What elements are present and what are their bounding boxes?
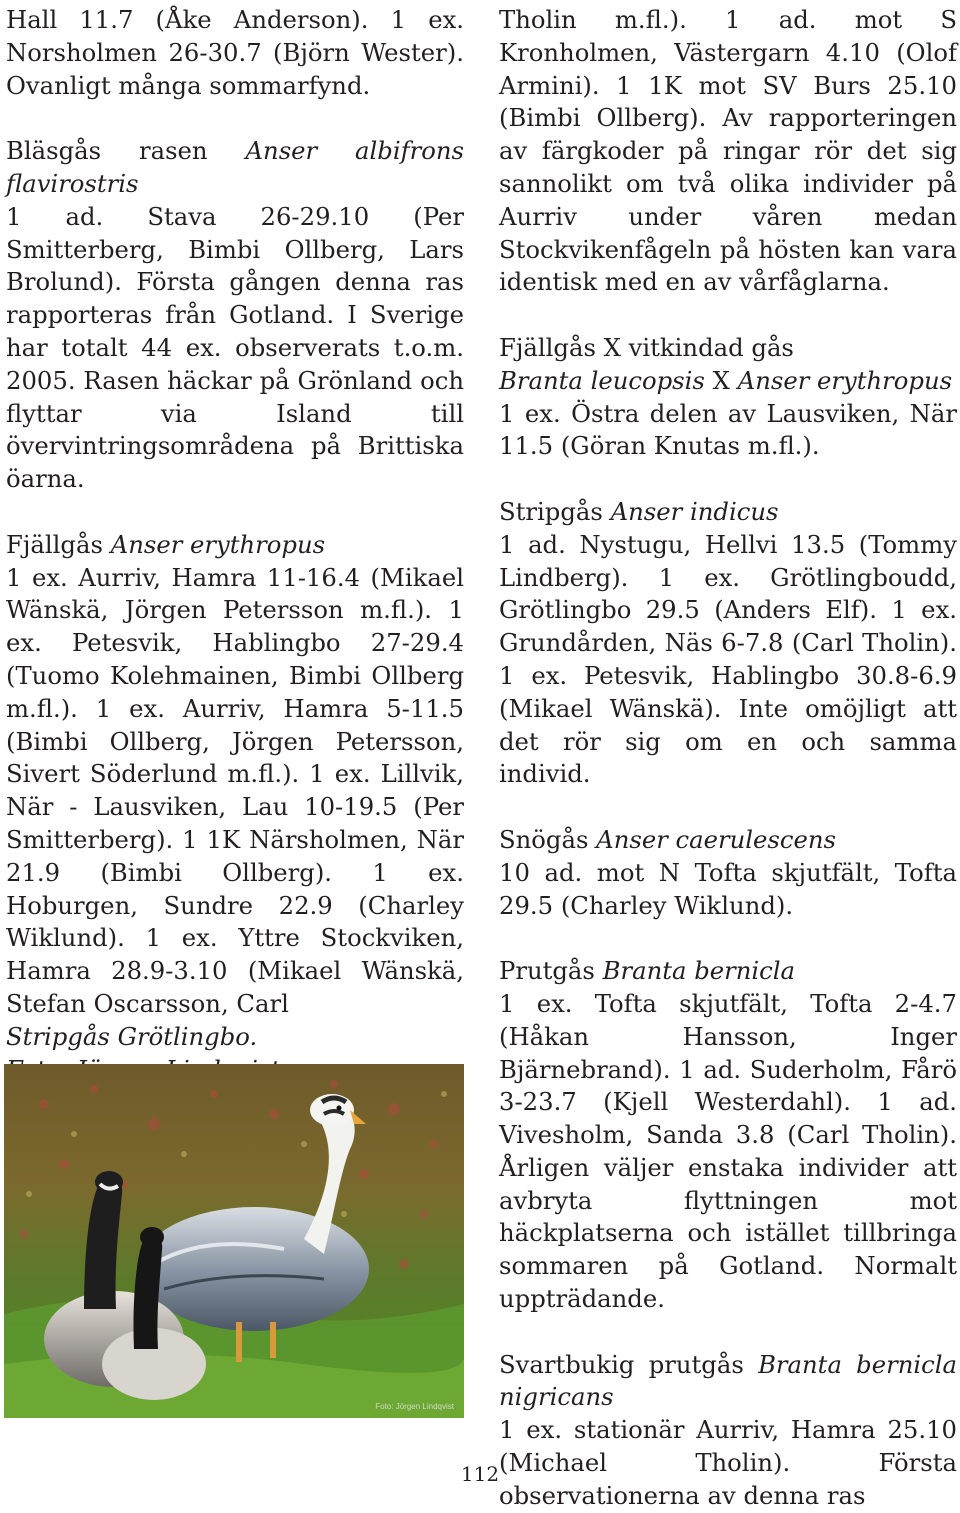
species-heading-blasgas	[6, 135, 464, 201]
intro-paragraph: Hall 11.7 (Åke Anderson). 1 ex. Norsholmen 26-30.7 (Björn Wester). Ovanligt många sommarfynd.	[6, 5, 464, 100]
species-name: Fjällgås X vitkindad gås	[499, 332, 794, 362]
species-text-prutgas: 1 ex. Tofta skjutfält, Tofta 2-4.7 (Håkan Hansson, Inger Bjärnebrand). 1 ad. Suderholm, Fårö 3-23.7 (Kjell Westerdahl). 1 ad. Vivesholm, Sanda 3.8 (Carl Tholin). Årligen väljer enstaka individer att avbryta flyttningen mot häckplatserna och istället tillbringa sommaren på Gotland. Normalt uppträdande.	[499, 988, 957, 1314]
right-column	[499, 4, 957, 1513]
species-heading-svartbukig	[499, 1349, 957, 1415]
species-text-stripgas: 1 ad. Nystugu, Hellvi 13.5 (Tommy Lindberg). 1 ex. Grötlingboudd, Grötlingbo 29.5 (Anders Elf). 1 ex. Grundården, Näs 6-7.8 (Carl Tholin). 1 ex. Petesvik, Hablingbo 30.8-6.9 (Mikael Wänskä). Inte omöjligt att det rör sig om en och samma individ.	[499, 529, 957, 789]
page-number: 112	[460, 1462, 500, 1486]
species-heading-fjallgas	[6, 529, 464, 562]
species-latin: Anser erythropus	[110, 529, 326, 559]
species-name: Svartbukig prutgås	[499, 1349, 744, 1379]
left-column	[6, 4, 464, 1086]
species-text-blasgas: 1 ad. Stava 26-29.10 (Per Smitterberg, Bimbi Ollberg, Lars Brolund). Första gången denna ras rapporteras från Gotland. I Sverige har totalt 44 ex. observerats t.o.m. 2005. Rasen häckar på Grönland och flyttar via Island till övervintringsområdena på Brittiska öarna.	[6, 201, 464, 494]
photo-bar-headed-goose	[4, 1064, 464, 1418]
species-latin-hybrid	[499, 365, 957, 398]
species-text-svartbukig: 1 ex. stationär Aurriv, Hamra 25.10 (Michael Tholin). Första observationerna av denna ras	[499, 1415, 957, 1510]
species-name: Snögås	[499, 824, 589, 854]
photo-caption-title: Stripgås Grötlingbo.	[6, 1021, 258, 1051]
species-heading-hybrid	[499, 332, 957, 365]
species-name: Fjällgås	[6, 529, 103, 559]
species-name: Prutgås	[499, 956, 595, 986]
species-latin-b: Anser erythropus	[737, 365, 953, 395]
species-name: Bläsgås rasen	[6, 136, 208, 166]
species-latin: Branta bernicla nigricans	[499, 1349, 958, 1412]
continued-paragraph: Tholin m.fl.). 1 ad. mot S Kronholmen, Västergarn 4.10 (Olof Armini). 1 1K mot SV Burs 25.10 (Bimbi Ollberg). Av rapporteringen av färgkoder på ringar rör det sig sannolikt om två olika individer på Aurriv under våren medan Stockvikenfågeln på hösten kan vara identisk med en av vårfåglarna.	[499, 5, 957, 297]
species-latin: Anser indicus	[610, 496, 779, 526]
species-heading-prutgas	[499, 955, 957, 988]
photo-watermark: Foto: Jörgen Lindqvist	[375, 1402, 454, 1411]
hybrid-cross: X	[712, 365, 730, 395]
species-text-fjallgas: 1 ex. Aurriv, Hamra 11-16.4 (Mikael Wänskä, Jörgen Petersson m.fl.). 1 ex. Petesvik, Hablingbo 27-29.4 (Tuomo Kolehmainen, Bimbi Ollberg m.fl.). 1 ex. Aurriv, Hamra 5-11.5 (Bimbi Ollberg, Jörgen Petersson, Sivert Söderlund m.fl.). 1 ex. Lillvik, När - Lausviken, Lau 10-19.5 (Per Smitterberg). 1 1K Närsholmen, När 21.9 (Bimbi Ollberg). 1 ex. Hoburgen, Sundre 22.9 (Charley Wiklund). 1 ex. Yttre Stockviken, Hamra 28.9-3.10 (Mikael Wänskä, Stefan Oscarsson, Carl	[6, 562, 464, 1018]
species-text-snogas: 10 ad. mot N Tofta skjutfält, Tofta 29.5 (Charley Wiklund).	[499, 857, 957, 920]
species-text-hybrid: 1 ex. Östra delen av Lausviken, När 11.5 (Göran Knutas m.fl.).	[499, 398, 957, 461]
species-heading-stripgas	[499, 496, 957, 529]
species-heading-snogas	[499, 824, 957, 857]
species-latin: Anser albifrons flavirostris	[6, 136, 464, 198]
photo-illustration	[4, 1064, 464, 1418]
species-latin-a: Branta leucopsis	[499, 365, 705, 395]
species-latin: Anser caerulescens	[596, 824, 837, 854]
species-name: Stripgås	[499, 496, 603, 526]
species-latin: Branta bernicla	[602, 956, 796, 986]
